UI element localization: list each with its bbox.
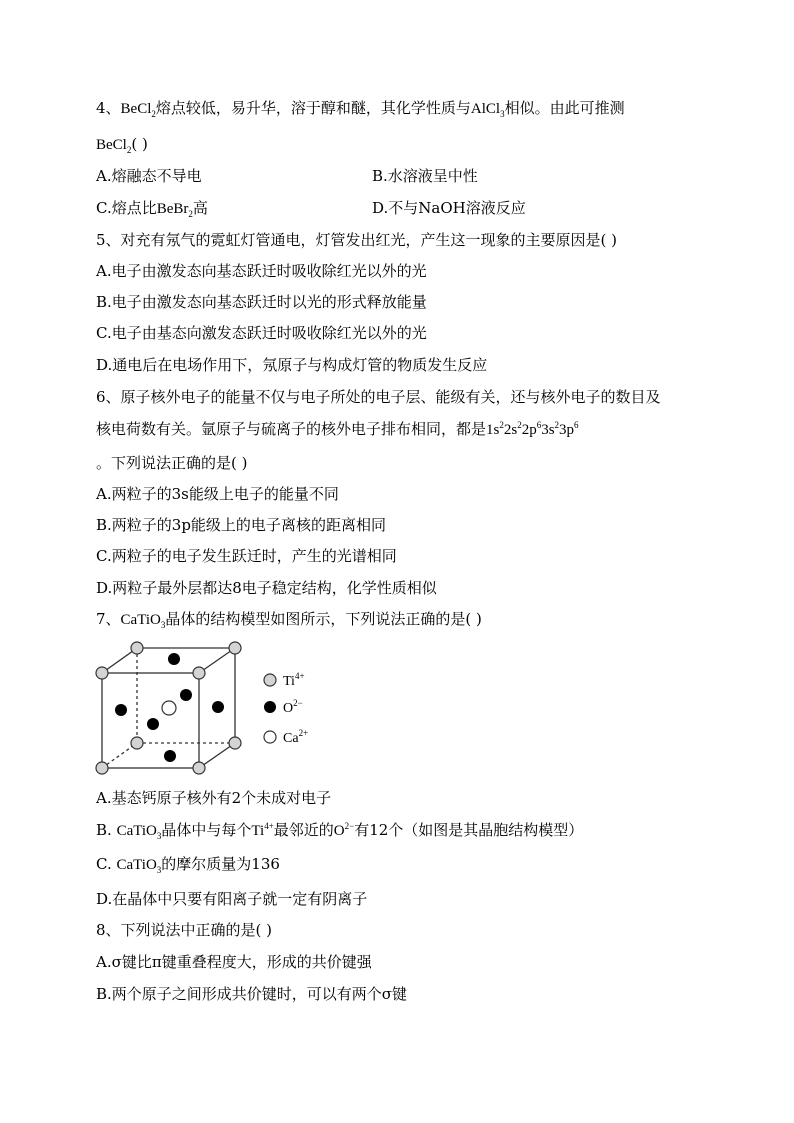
ti-atom [96, 762, 108, 774]
legend-o-swatch [264, 701, 276, 713]
q4-option-b: B.水溶液呈中性 [372, 167, 478, 185]
q8-stem: 8、下列说法中正确的是( ) [96, 921, 273, 939]
q4-option-d: D.不与NaOH溶液反应 [372, 199, 526, 217]
q8-option-a: A.σ键比π键重叠程度大，形成的共价键强 [96, 953, 372, 971]
legend-ti-swatch [264, 674, 276, 686]
ti-atom [131, 737, 143, 749]
q6-stem-line1: 6、原子核外电子的能量不仅与电子所处的电子层、能级有关，还与核外电子的数目及 [96, 388, 661, 406]
o-atom [164, 750, 176, 762]
ti-atom [193, 762, 205, 774]
ti-atom [131, 642, 143, 654]
formula-alcl3: AlCl$_3$ [470, 101, 505, 119]
q4-option-a: A.熔融态不导电 [96, 167, 202, 185]
legend-ti-label: $Ti^{4+}$ [283, 671, 305, 689]
q6-option-a: A.两粒子的3s能级上电子的能量不同 [96, 485, 339, 503]
q7-option-d: D.在晶体中只要有阳离子就一定有阴离子 [96, 890, 368, 908]
q7-option-a: A.基态钙原子核外有2个未成对电子 [96, 789, 332, 807]
q7-option-b: B. CaTiO$_3$晶体中与每个$Ti^{4+}$最邻近的$O^{2-}$有12个（如图是其晶胞结构模型） [96, 821, 584, 841]
q7-option-c: C. CaTiO$_3$的摩尔质量为136 [96, 855, 280, 875]
q5-option-b: B.电子由激发态向基态跃迁时以光的形式释放能量 [96, 293, 427, 311]
ti-atom [229, 737, 241, 749]
q5-option-d: D.通电后在电场作用下，氖原子与构成灯管的物质发生反应 [96, 356, 488, 374]
q6-option-b: B.两粒子的3p能级上的电子离核的距离相同 [96, 516, 386, 534]
ti-atom [96, 667, 108, 679]
q7-stem: 7、CaTiO$_3$晶体的结构模型如图所示，下列说法正确的是( ) [96, 610, 482, 630]
electron-config: $1s^22s^22p^63s^23p^6$ [486, 420, 579, 438]
formula-becl2: BeCl$_2$ [120, 101, 156, 119]
legend-o-label: $O^{2-}$ [283, 698, 303, 716]
ti-atom [193, 667, 205, 679]
figure-legend [264, 671, 308, 746]
q6-option-c: C.两粒子的电子发生跃迁时，产生的光谱相同 [96, 547, 397, 565]
q5-option-a: A.电子由激发态向基态跃迁时吸收除红光以外的光 [96, 262, 427, 280]
o-atom [168, 653, 180, 665]
q6-stem-line2: 核电荷数有关。氩原子与硫离子的核外电子排布相同，都是$1s^22s^22p^63s^23p^6$ [96, 420, 579, 438]
o-atom [212, 701, 224, 713]
legend-ca-label: $Ca^{2+}$ [283, 728, 309, 746]
o-atom [115, 704, 127, 716]
q4-stem-line2: BeCl$_2$( ) [96, 135, 148, 155]
ti-atom [229, 642, 241, 654]
q5-stem: 5、对充有氖气的霓虹灯管通电，灯管发出红光，产生这一现象的主要原因是( ) [96, 231, 618, 249]
o-atom [180, 689, 192, 701]
q4-option-c: C.熔点比BeBr$_2$高 [96, 199, 208, 219]
legend-ca-swatch [264, 731, 276, 743]
q6-option-d: D.两粒子最外层都达8电子稳定结构，化学性质相似 [96, 579, 437, 597]
q5-option-c: C.电子由基态向激发态跃迁时吸收除红光以外的光 [96, 324, 427, 342]
crystal-cell-diagram [92, 640, 352, 780]
q8-option-b: B.两个原子之间形成共价键时，可以有两个σ键 [96, 985, 408, 1003]
o-atom [147, 718, 159, 730]
q4-stem: 4、BeCl$_2$熔点较低，易升华，溶于醇和醚，其化学性质与AlCl$_3$相似。由此可推测 [96, 99, 625, 119]
q6-stem-line3: 。下列说法正确的是( ) [96, 454, 248, 472]
ca-atom [162, 701, 176, 715]
